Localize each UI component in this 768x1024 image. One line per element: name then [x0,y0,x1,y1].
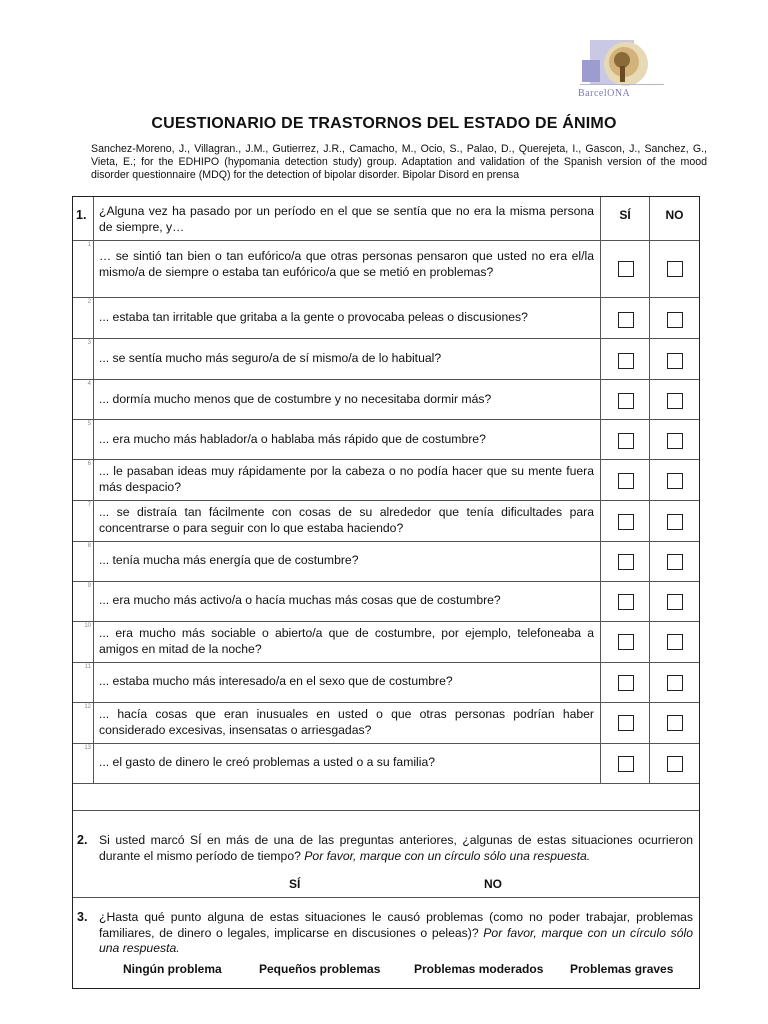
checkbox-no[interactable] [667,594,683,610]
question-3-instruction: Por favor, marque con un círculo sólo una respuesta. [99,925,693,955]
checkbox-si[interactable] [618,433,634,449]
question-item-row [73,744,699,784]
question-number: 2. [77,833,88,847]
answer-option-no[interactable]: NO [484,877,502,891]
question-3-row [73,898,699,988]
checkbox-no[interactable] [667,312,683,328]
answer-option-problemas-graves[interactable]: Problemas graves [570,962,674,976]
checkbox-si[interactable] [618,393,634,409]
checkbox-no[interactable] [667,433,683,449]
answer-option-problemas-moderados[interactable]: Problemas moderados [414,962,544,976]
item-text: ... se distraía tan fácilmente con cosas de su alrededor que tenía dificultades para concentrarse o para seguir con lo que estaba haciendo? [99,505,594,535]
item-number: 6 [87,461,91,467]
question-item-row [73,582,699,622]
item-number: 11 [84,664,91,670]
item-number: 12 [84,704,91,710]
logo-wordmark: BarcelONA [578,88,631,99]
checkbox-no[interactable] [667,675,683,691]
question-item-row [73,241,699,298]
question-item-row [73,420,699,460]
checkbox-no[interactable] [667,261,683,277]
checkbox-si[interactable] [618,715,634,731]
checkbox-si[interactable] [618,353,634,369]
item-number: 5 [87,421,91,427]
checkbox-si[interactable] [618,594,634,610]
item-text: ... dormía mucho menos que de costumbre y no necesitaba dormir más? [99,392,492,406]
item-text: ... era mucho más sociable o abierto/a que de costumbre, por ejemplo, telefoneaba a amigos en mitad de la noche? [99,626,594,656]
question-item-row [73,542,699,582]
question-item-row [73,501,699,542]
checkbox-no[interactable] [667,514,683,530]
checkbox-no[interactable] [667,473,683,489]
spacer-row [73,784,699,811]
citation-reference: Sanchez-Moreno, J., Villagran., J.M., Gutierrez, J.R., Camacho, M., Ocio, S., Palao, D., Querejeta, I., Gascon, J., Sanchez, G., Vieta, E.; for the EDHIPO (hypomania detection study) group. Adaptation and validation of the Spanish version of the mood disorder questionnaire (MDQ) for the detection of bipolar disorder. Bipolar Disord en prensa [91,143,707,181]
question-1-header-row [73,197,699,241]
answer-option-ningun-problema[interactable]: Ningún problema [123,962,222,976]
item-text: ... era mucho más activo/a o hacía muchas más cosas que de costumbre? [99,593,501,607]
column-header-si: SÍ [619,208,631,222]
item-number: 10 [84,623,91,629]
item-number: 9 [87,583,91,589]
item-text: ... hacía cosas que eran inusuales en usted o que otras personas podrían haber considerado excesivas, insensatas o arriesgadas? [99,707,594,737]
checkbox-si[interactable] [618,756,634,772]
question-2-row [73,811,699,898]
item-number: 1 [87,242,91,248]
questionnaire-table [72,196,700,989]
checkbox-no[interactable] [667,634,683,650]
question-item-row [73,703,699,744]
item-number: 2 [87,299,91,305]
checkbox-si[interactable] [618,634,634,650]
item-number: 4 [87,381,91,387]
checkbox-si[interactable] [618,261,634,277]
checkbox-si[interactable] [618,514,634,530]
question-item-row [73,460,699,501]
question-number: 1. [76,208,87,222]
question-3-text [99,910,693,957]
question-2-text [99,833,693,864]
question-1-prompt: ¿Alguna vez ha pasado por un período en el que se sentía que no era la misma persona de siempre, y… [99,204,594,234]
item-text: ... se sentía mucho más seguro/a de sí mismo/a de lo habitual? [99,351,442,365]
checkbox-no[interactable] [667,554,683,570]
item-text: ... estaba tan irritable que gritaba a la gente o provocaba peleas o discusiones? [99,310,528,324]
item-number: 7 [87,502,91,508]
checkbox-no[interactable] [667,393,683,409]
checkbox-si[interactable] [618,473,634,489]
question-number: 3. [77,910,88,924]
column-header-no: NO [665,208,684,222]
document-title: CUESTIONARIO DE TRASTORNOS DEL ESTADO DE ÁNIMO [151,115,617,132]
item-number: 3 [87,340,91,346]
item-number: 13 [84,745,91,751]
question-item-row [73,663,699,703]
item-text: ... era mucho más hablador/a o hablaba más rápido que de costumbre? [99,432,486,446]
question-item-row [73,298,699,339]
question-2-prompt: Si usted marcó SÍ en más de una de las preguntas anteriores, ¿algunas de estas situaciones ocurrieron durante el mismo período de tiempo? [99,833,693,863]
item-text: ... el gasto de dinero le creó problemas a usted o a su familia? [99,755,436,769]
question-item-row [73,622,699,663]
item-number: 8 [87,543,91,549]
checkbox-si[interactable] [618,554,634,570]
question-item-row [73,380,699,420]
item-text: ... le pasaban ideas muy rápidamente por la cabeza o no podía hacer que su mente fuera más despacio? [99,464,594,494]
checkbox-si[interactable] [618,312,634,328]
checkbox-no[interactable] [667,715,683,731]
question-3-prompt: ¿Hasta qué punto alguna de estas situaciones le causó problemas (como no poder trabajar, problemas familiares, de dinero o legales, implicarse en discusiones o peleas)? [99,910,693,940]
checkbox-si[interactable] [618,675,634,691]
item-text: … se sintió tan bien o tan eufórico/a que otras personas pensaron que usted no era el/la mismo/a de siempre o estaba tan eufórico/a que se metió en problemas? [99,249,594,279]
answer-option-pequenos-problemas[interactable]: Pequeños problemas [259,962,381,976]
question-2-instruction: Por favor, marque con un círculo sólo una respuesta. [304,848,591,863]
checkbox-no[interactable] [667,756,683,772]
checkbox-no[interactable] [667,353,683,369]
question-item-row [73,339,699,380]
item-text: ... estaba mucho más interesado/a en el sexo que de costumbre? [99,674,453,688]
answer-option-si[interactable]: SÍ [289,877,301,891]
item-text: ... tenía mucha más energía que de costumbre? [99,553,359,567]
